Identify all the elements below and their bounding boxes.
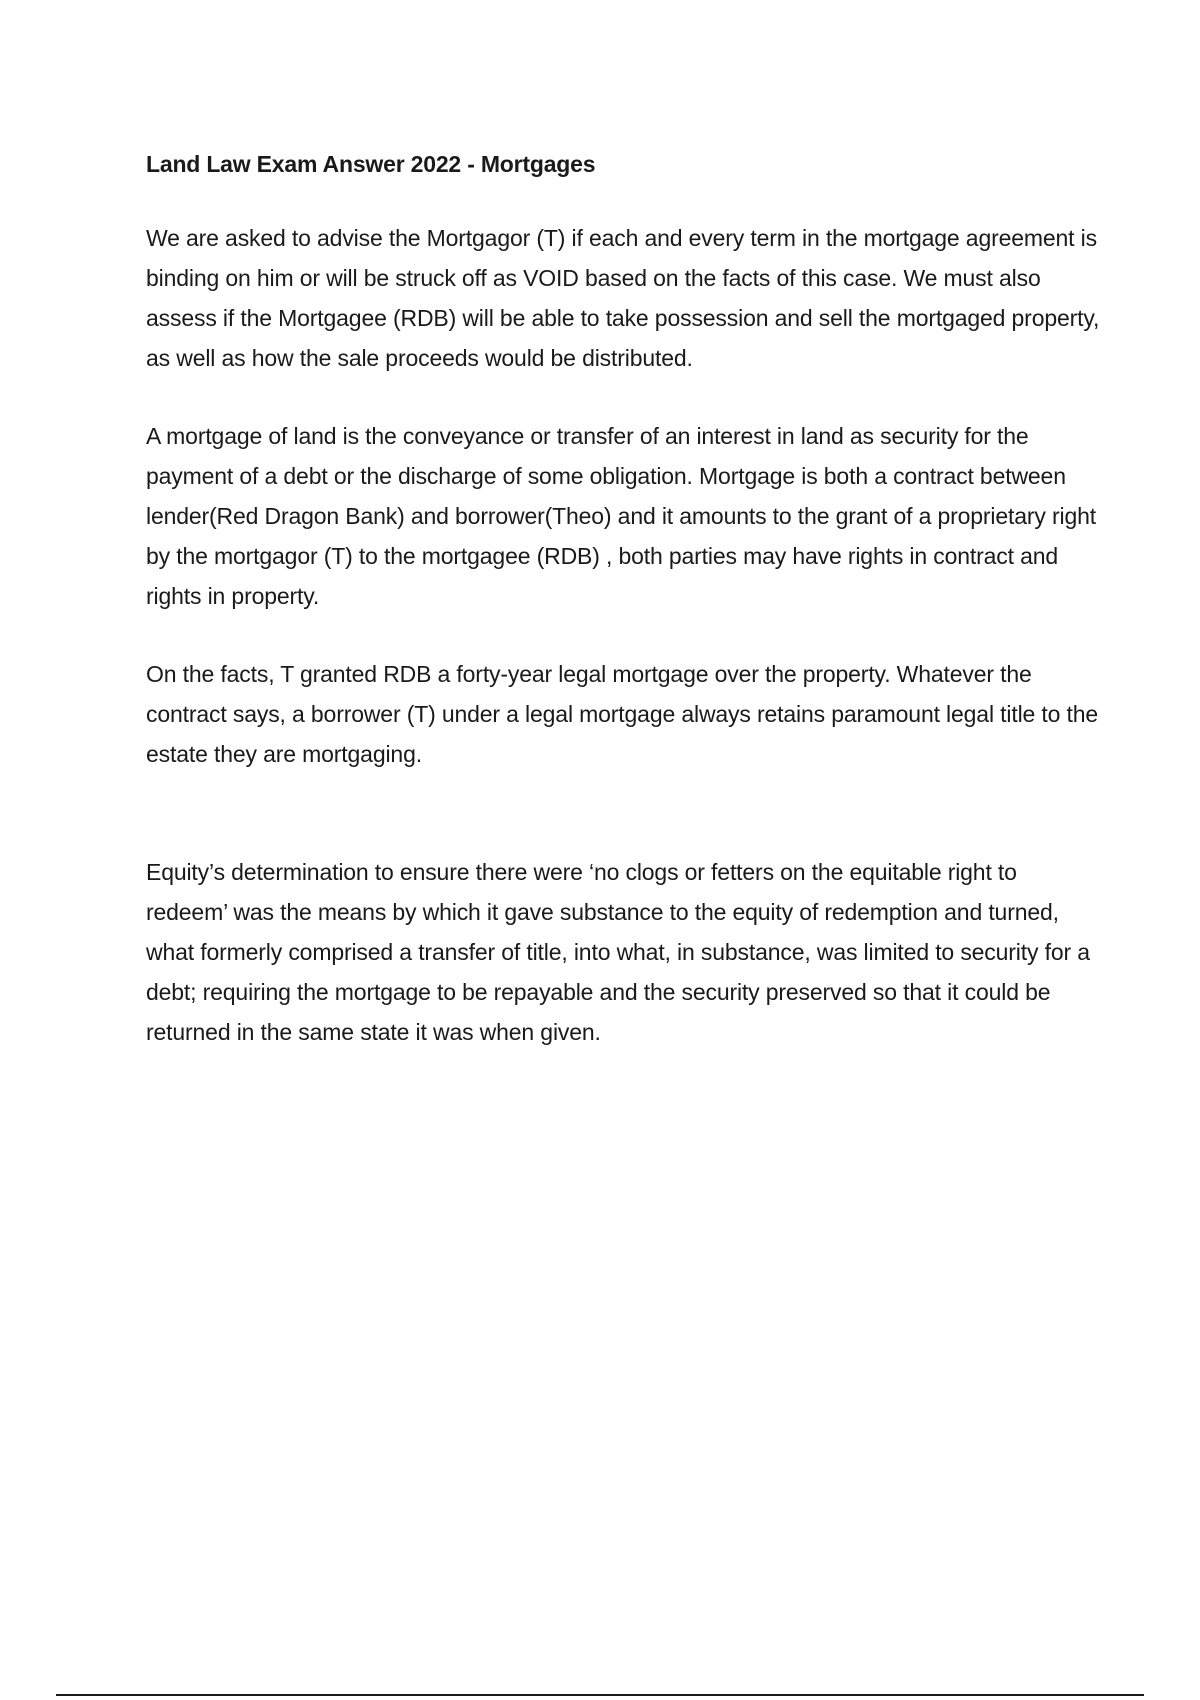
paragraph-equity-of-redemption: Equity’s determination to ensure there were ‘no clogs or fetters on the equitable right to redeem’ was the means by which it gave substance to the equity of redemption and turned, what formerly comprised a transfer of title, into what, in substance, was limited to security for a debt; requiring the mortgage to be repayable and the security preserved so that it could be returned in the same state it was when given. (146, 859, 1090, 1045)
paragraph-mortgage-definition: A mortgage of land is the conveyance or transfer of an interest in land as security for the payment of a debt or the discharge of some obligation. Mortgage is both a contract between lender(Red Dragon Bank) and borrower(Theo) and it amounts to the grant of a proprietary right by the mortgagor (T) to the mortgagee (RDB) , both parties may have rights in contract and rights in property. (146, 423, 1097, 609)
document-title: Land Law Exam Answer 2022 - Mortgages (146, 151, 596, 177)
paragraph-introduction: We are asked to advise the Mortgagor (T) if each and every term in the mortgage agreement is binding on him or will be struck off as VOID based on the facts of this case. We must also assess if the Mortgagee (RDB) will be able to take possession and sell the mortgaged property, as well as how the sale proceeds would be distributed. (146, 225, 1100, 371)
page-bottom-divider (56, 1694, 1144, 1696)
document-body (146, 144, 1101, 1052)
paragraph-legal-mortgage-facts: On the facts, T granted RDB a forty-year legal mortgage over the property. Whatever the contract says, a borrower (T) under a legal mortgage always retains paramount legal title to the estate they are mortgaging. (146, 661, 1099, 767)
